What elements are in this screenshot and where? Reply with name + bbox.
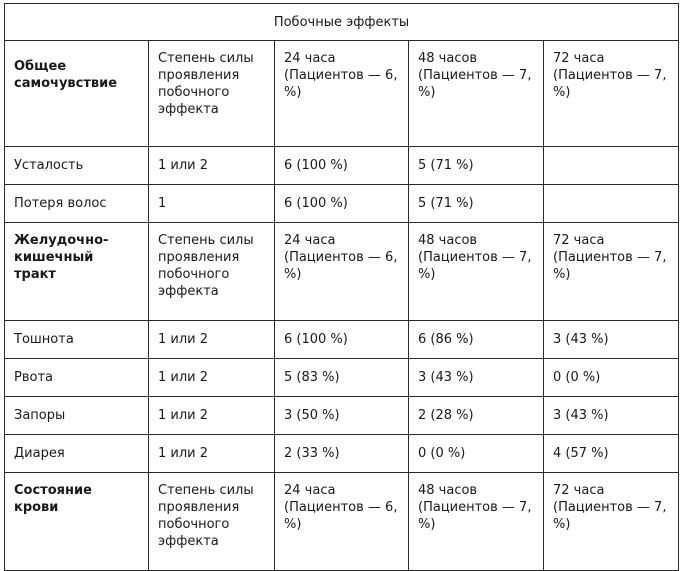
group-header-row [5,41,679,147]
hours-48-header: 48 часов (Пациентов — 7, %) [409,473,544,571]
hours-48-cell: 0 (0 %) [409,435,544,473]
hours-72-cell: 4 (57 %) [544,435,679,473]
hours-48-cell: 6 (86 %) [409,321,544,359]
grade-cell: 1 или 2 [149,435,275,473]
hours-72-cell [544,185,679,223]
hours-24-cell: 2 (33 %) [275,435,409,473]
hours-24-header: 24 часа (Пациентов — 6, %) [275,41,409,147]
grade-header: Степень силы проявления побочного эффекта [149,223,275,321]
effect-cell: Тошнота [5,321,149,359]
side-effects-table [4,3,679,571]
effect-cell: Рвота [5,359,149,397]
hours-72-header: 72 часа (Пациентов — 7, %) [544,473,679,571]
hours-48-cell: 2 (28 %) [409,397,544,435]
table-row [5,321,679,359]
group-name: Состояние крови [5,473,149,571]
group-name: Общее самочувствие [5,41,149,147]
grade-cell: 1 [149,185,275,223]
hours-72-cell: 3 (43 %) [544,397,679,435]
hours-24-cell: 5 (83 %) [275,359,409,397]
hours-24-cell: 3 (50 %) [275,397,409,435]
table-row [5,435,679,473]
hours-48-cell: 5 (71 %) [409,147,544,185]
hours-24-header: 24 часа (Пациентов — 6, %) [275,473,409,571]
hours-72-cell [544,147,679,185]
grade-cell: 1 или 2 [149,321,275,359]
table-row [5,185,679,223]
grade-cell: 1 или 2 [149,359,275,397]
hours-24-cell: 6 (100 %) [275,321,409,359]
grade-header: Степень силы проявления побочного эффекта [149,41,275,147]
table-body [5,41,679,571]
table-row [5,397,679,435]
table-row [5,147,679,185]
group-header-row [5,223,679,321]
hours-24-header: 24 часа (Пациентов — 6, %) [275,223,409,321]
hours-72-header: 72 часа (Пациентов — 7, %) [544,223,679,321]
hours-48-header: 48 часов (Пациентов — 7, %) [409,41,544,147]
effect-cell: Потеря волос [5,185,149,223]
effect-cell: Запоры [5,397,149,435]
table-title: Побочные эффекты [5,4,679,41]
hours-72-cell: 0 (0 %) [544,359,679,397]
grade-header: Степень силы проявления побочного эффекта [149,473,275,571]
hours-48-cell: 3 (43 %) [409,359,544,397]
hours-72-header: 72 часа (Пациентов — 7, %) [544,41,679,147]
hours-24-cell: 6 (100 %) [275,185,409,223]
grade-cell: 1 или 2 [149,397,275,435]
effect-cell: Диарея [5,435,149,473]
table-row [5,359,679,397]
grade-cell: 1 или 2 [149,147,275,185]
effect-cell: Усталость [5,147,149,185]
hours-24-cell: 6 (100 %) [275,147,409,185]
hours-48-cell: 5 (71 %) [409,185,544,223]
hours-72-cell: 3 (43 %) [544,321,679,359]
hours-48-header: 48 часов (Пациентов — 7, %) [409,223,544,321]
group-name: Желудочно-кишечный тракт [5,223,149,321]
group-header-row [5,473,679,571]
